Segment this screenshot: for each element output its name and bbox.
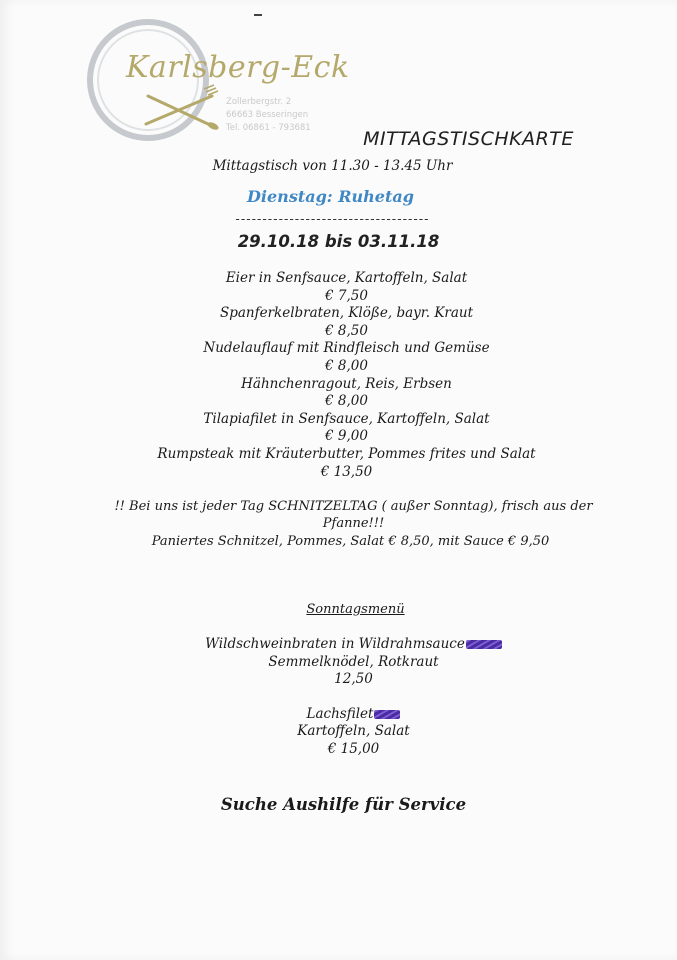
special-line: !! Bei uns ist jeder Tag SCHNITZELTAG ( außer Sonntag), frisch aus der — [114, 499, 593, 514]
menu-line: € 8,50 — [325, 322, 368, 339]
menu-line: € 9,00 — [325, 428, 368, 445]
menu-line: Eier in Senfsauce, Kartoffeln, Salat — [225, 270, 468, 286]
lunch-hours: Mittagstisch von 11.30 - 13.45 Uhr — [212, 158, 453, 174]
menu-line: Tilapiafilet in Senfsauce, Kartoffeln, Salat — [203, 410, 490, 427]
sunday-menu — [15, 636, 677, 758]
sunday-dish-1-sides: Semmelknödel, Rotkraut — [268, 653, 439, 670]
address-street: Zollerbergstr. 2 — [226, 97, 292, 107]
rest-day: Dienstag: Ruhetag — [247, 187, 414, 206]
special-line: Pfanne!!! — [322, 516, 385, 531]
logo-name: Karlsberg-Eck — [126, 50, 350, 85]
sunday-dish-2-price: € 15,00 — [327, 740, 380, 757]
menu-line: Rumpsteak mit Kräuterbutter, Pommes frites und Salat — [157, 445, 536, 462]
restaurant-logo — [78, 14, 350, 144]
date-range: 29.10.18 bis 03.11.18 — [237, 232, 440, 251]
menu-line: € 8,00 — [325, 357, 368, 374]
menu-line: Hähnchenragout, Reis, Erbsen — [241, 375, 452, 392]
schnitzel-special — [15, 498, 677, 532]
menu-line: Nudelauflauf mit Rindfleisch und Gemüse — [203, 340, 490, 357]
sunday-dish-2: Lachsfilet — [15, 706, 677, 724]
sunday-heading: Sonntagsmenü — [306, 602, 405, 617]
strikeout-mark — [374, 710, 400, 719]
address-city: 66663 Besseringen — [226, 110, 309, 120]
schnitzel-price: Paniertes Schnitzel, Pommes, Salat € 8,50, mit Sauce € 9,50 — [151, 534, 550, 549]
menu-line: € 13,50 — [320, 463, 373, 480]
address-phone: Tel. 06861 - 793681 — [226, 123, 311, 133]
page-title: MITTAGSTISCHKARTE — [363, 128, 574, 150]
staff-wanted-notice: Suche Aushilfe für Service — [220, 795, 467, 814]
sunday-dish-1: Wildschweinbraten in Wildrahmsauce — [15, 636, 677, 654]
sunday-dish-2-sides: Kartoffeln, Salat — [297, 723, 410, 739]
sunday-dish-1-price: 12,50 — [334, 671, 373, 687]
menu-line: € 8,00 — [325, 393, 368, 410]
lunch-menu — [8, 270, 677, 481]
strikeout-mark — [466, 640, 502, 649]
separator-line: ------------------------------------ — [235, 212, 430, 227]
menu-line: Spanferkelbraten, Klöße, bayr. Kraut — [219, 305, 474, 322]
menu-line: € 7,50 — [325, 287, 368, 304]
